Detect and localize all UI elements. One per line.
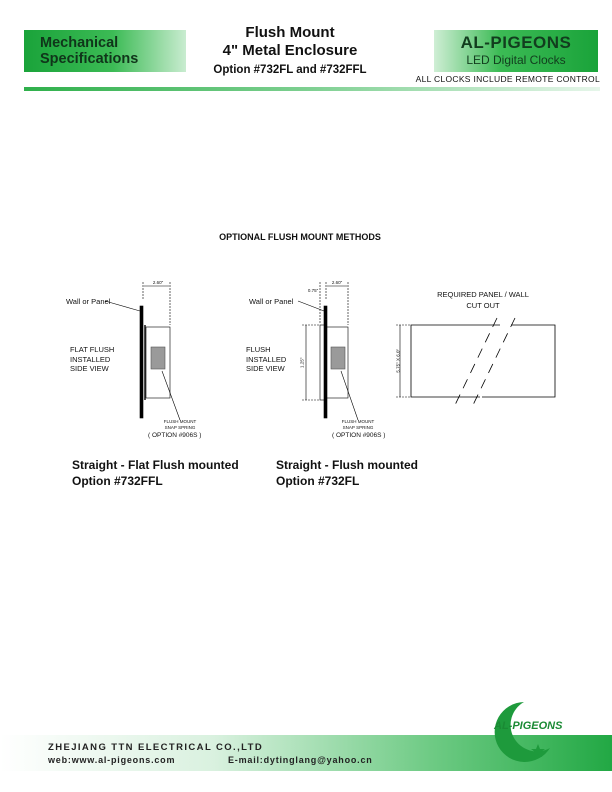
diagram3-break-line-1 xyxy=(455,318,497,405)
diagram2-spring-block xyxy=(331,347,345,369)
diagram2-side-view-label: FLUSH INSTALLED SIDE VIEW xyxy=(246,345,287,373)
diagram2-spring-label: FLUSH MOUNT SNAP SPRING xyxy=(341,419,375,430)
diagram2-spring-leader xyxy=(341,371,358,420)
footer-email: E-mail:dytinglang@yahoo.cn xyxy=(228,755,373,765)
diagram3-cutout-label: REQUIRED PANEL / WALL CUT OUT xyxy=(437,290,529,310)
mechanical-specifications-title: Mechanical Specifications xyxy=(40,35,139,67)
diagram3-dim-side: 5.75" X 6.0" xyxy=(395,348,401,373)
diagram1-spring-label: FLUSH MOUNT SNAP SPRING xyxy=(163,419,197,430)
diagram1-wall-label: Wall or Panel xyxy=(66,297,111,306)
diagram3-cutout-right xyxy=(482,325,555,397)
diagram2-wall-label: Wall or Panel xyxy=(249,297,294,306)
title-line1: Flush Mount xyxy=(245,24,335,41)
diagram1-dim-top: 2.60" xyxy=(152,280,164,285)
diagram3-cutout-left xyxy=(411,325,500,397)
diagram1-spring-block xyxy=(151,347,165,369)
section-title: OPTIONAL FLUSH MOUNT METHODS xyxy=(219,232,381,242)
diagram3-break-line-2 xyxy=(473,318,515,405)
diagram1-option: ( OPTION #906S ) xyxy=(148,432,202,439)
diagram1-wall-panel xyxy=(140,306,143,418)
diagram2-dim-top-right: 2.60" xyxy=(331,280,343,285)
diagram1-drawing xyxy=(105,282,180,420)
diagram2-drawing xyxy=(298,282,358,420)
brand-name: AL-PIGEONS xyxy=(460,33,572,52)
diagram2-caption: Straight - Flush mounted Option #732FL xyxy=(276,458,418,488)
diagram1-side-view-label: FLAT FLUSH INSTALLED SIDE VIEW xyxy=(70,345,115,373)
diagram1-caption: Straight - Flat Flush mounted Option #732FFL xyxy=(72,458,239,488)
tagline: ALL CLOCKS INCLUDE REMOTE CONTROL xyxy=(415,74,600,84)
diagram1-spring-leader xyxy=(162,371,180,420)
title-line2: 4" Metal Enclosure xyxy=(222,42,358,59)
diagram2-option: ( OPTION #906S ) xyxy=(332,432,386,439)
diagram2-wall-panel xyxy=(324,306,327,418)
footer-logo-text: AL-PIGEONS xyxy=(494,720,563,732)
diagram3-drawing xyxy=(396,318,555,405)
footer-web: web:www.al-pigeons.com xyxy=(48,755,176,765)
diagram2-dim-side: 1.25" xyxy=(299,357,305,368)
option-line: Option #732FL and #732FFL xyxy=(213,64,367,76)
brand-subtitle: LED Digital Clocks xyxy=(466,53,566,67)
footer-company: ZHEJIANG TTN ELECTRICAL CO.,LTD xyxy=(48,742,264,753)
diagram2-dim-top-left: 0.75" xyxy=(307,288,319,293)
